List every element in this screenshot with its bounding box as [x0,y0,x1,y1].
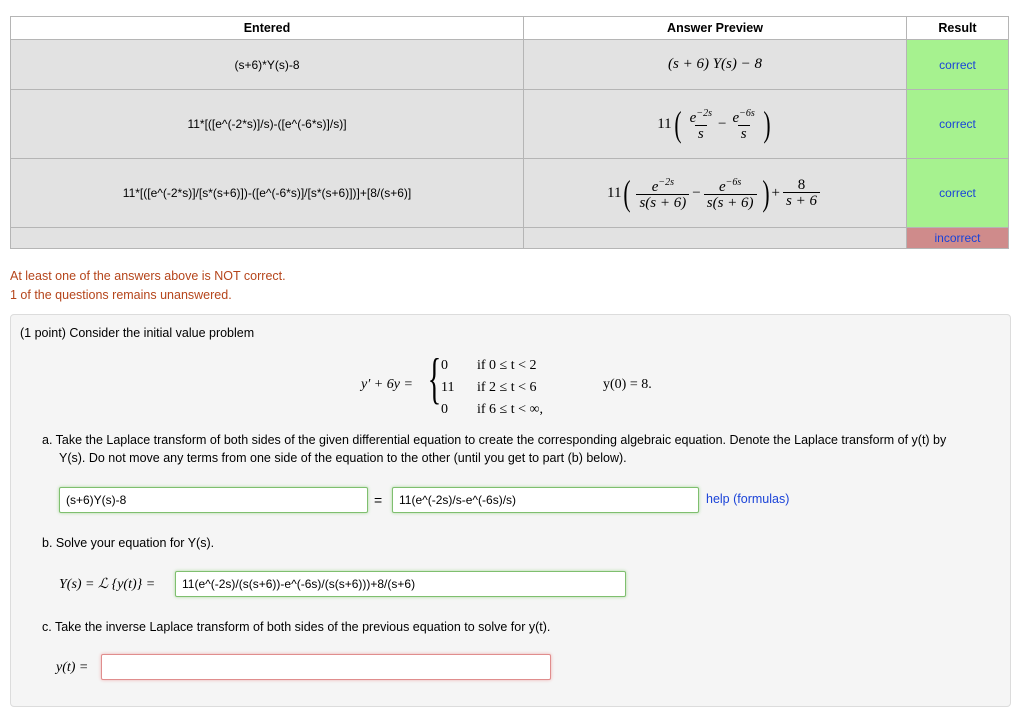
equals-sign: = [374,492,383,508]
Y-of-s-input[interactable]: 11(e^(-2s)/(s(s+6))-e^(-6s)/(s(s+6)))+8/(s+6) [175,571,626,597]
entered-cell: 11*[([e^(-2*s)]/s)-([e^(-6*s)]/s)] [11,90,524,159]
case-condition: if 6 ≤ t < ∞, [477,402,544,417]
preview-cell [524,90,907,159]
result-cell: correct [907,40,1009,90]
case-value: 0 [441,358,448,373]
results-table [10,16,1009,249]
equation-lhs: y′ + 6y = [361,377,413,392]
preview-cell [524,40,907,90]
coefficient: 11 [657,115,672,132]
part-c-label: y(t) = [56,660,89,675]
part-a-text-2: Y(s). Do not move any terms from one side of the equation to the other (until you get to part (b) below). [59,451,627,465]
warning-message: At least one of the answers above is NOT correct. [10,269,286,283]
cases-values [441,355,454,421]
minus-sign: − [692,184,701,201]
plus-sign: + [771,184,780,201]
denominator: s + 6 [783,192,820,209]
help-formulas-link[interactable]: help (formulas) [706,492,790,506]
preview-math: 11 ( $\frac{e^{-2s}}{s}$ − $\frac{e^{-6s}}{s}$ ) [657,104,771,144]
coefficient: 11 [607,184,622,201]
numerator: e [689,109,697,126]
denominator: s(s + 6) [704,194,757,211]
laplace-lhs-input[interactable]: (s+6)Y(s)-8 [59,487,368,513]
laplace-rhs-input[interactable]: 11(e^(-2s)/s-e^(-6s)/s) [392,487,699,513]
header-entered: Entered [11,17,524,40]
case-value: 0 [441,402,448,417]
unanswered-message: 1 of the questions remains unanswered. [10,288,232,302]
header-answer-preview: Answer Preview [524,17,907,40]
exponent: −6s [739,107,755,119]
numerator: 8 [797,176,806,193]
result-cell: incorrect [907,228,1009,249]
part-b-label: Y(s) = ℒ {y(t)} = [59,577,156,592]
preview-cell [524,228,907,249]
denominator: s [738,125,750,142]
case-condition: if 2 ≤ t < 6 [477,380,537,395]
exponent: −6s [725,176,742,188]
numerator: e [718,178,726,195]
initial-condition: y(0) = 8. [603,377,652,392]
preview-math: 11 ( $\frac{e^{-2s}}{s(s + 6)}$ − $\frac{e^{-6s}}{s(s + 6)}$ ) + $\frac{8}{s + 6}$ [607,175,823,211]
part-b-text: b. Solve your equation for Y(s). [42,536,215,550]
preview-cell [524,159,907,228]
numerator: e [732,109,740,126]
case-value: 11 [441,380,455,395]
minus-sign: − [717,115,727,132]
cases-conditions [477,355,543,421]
preview-math: (s + 6) Y(s) − 8 [668,56,762,72]
problem-intro: (1 point) Consider the initial value problem [20,326,255,340]
y-of-t-input[interactable] [101,654,551,680]
left-brace: { [427,348,442,410]
entered-cell: (s+6)*Y(s)-8 [11,40,524,90]
problem-box [10,314,1011,707]
part-c-text: c. Take the inverse Laplace transform of both sides of the previous equation to solve for y(t). [42,620,551,634]
case-condition: if 0 ≤ t < 2 [477,358,537,373]
entered-cell: 11*[([e^(-2*s)]/[s*(s+6)])-([e^(-6*s)]/[s*(s+6)])]+[8/(s+6)] [11,159,524,228]
result-cell: correct [907,90,1009,159]
denominator: s [695,125,707,142]
exponent: −2s [658,176,675,188]
exponent: −2s [696,107,712,119]
entered-cell [11,228,524,249]
result-cell: correct [907,159,1009,228]
numerator: e [651,178,659,195]
header-result: Result [907,17,1009,40]
denominator: s(s + 6) [636,194,689,211]
part-a-text: a. Take the Laplace transform of both sides of the given differential equation to create the corresponding algebraic equation. Denote the Laplace transform of y(t) by [42,433,947,447]
